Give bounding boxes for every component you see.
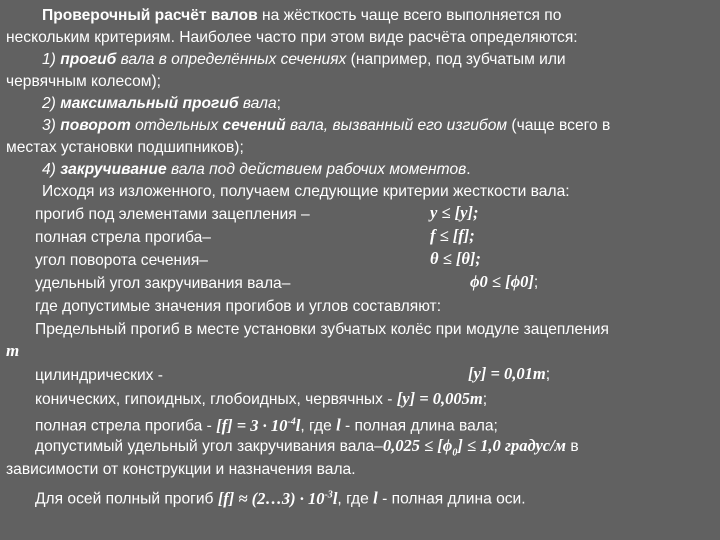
axes-deflection-row: Для осей полный прогиб [f] ≈ (2…3) · $10^{-3}l$, где l - полная длина оси. (35, 488, 526, 508)
term-rotation: поворот (60, 117, 131, 134)
cylindrical-row: цилиндрических - (35, 367, 163, 384)
intro-paragraph-line-2: нескольким критериям. Наиболее часто при этом виде расчёта определяются: (6, 29, 578, 46)
formula-axes-deflection: [f] ≈ (2…3) · $10^{-3}l$ (217, 488, 338, 508)
allowable-values-intro: где допустимые значения прогибов и углов составляют: (35, 298, 442, 315)
formula-full-deflection-value: $[f] = 3 \cdot 10^{-4}l$ (216, 415, 301, 435)
criterion-3-line-1: 3) поворот отдельных сечений вала, вызванный его изгибом (чаще всего в (42, 117, 611, 134)
formula-twist-range: $0,025 \le [\phi_0] \le 1,0$ градус/м (382, 436, 566, 459)
criterion-4: 4) закручивание вала под действием рабочих моментов. (42, 161, 471, 178)
criterion-row-full-deflection: полная стрела прогиба– (35, 229, 211, 246)
formula-twist: ϕ0 ≤ [ϕ0]; (470, 272, 539, 291)
term-deflection: прогиб (60, 51, 117, 68)
criterion-3-line-2: местах установки подшипников); (6, 139, 244, 156)
term-sections: сечений (222, 117, 286, 134)
full-deflection-row: полная стрела прогиба - $[f] = 3 \cdot 10^{-4}l$, где l - полная длина вала; (35, 415, 498, 435)
formula-rotation: θ ≤ [θ]; (430, 249, 481, 268)
criterion-row-deflection: прогиб под элементами зацепления – (35, 206, 310, 223)
term-twisting: закручивание (60, 161, 167, 178)
twist-angle-row-line-2: зависимости от конструкции и назначения вала. (6, 461, 356, 478)
criterion-1-line-1: 1) прогиб вала в определённых сечениях (например, под зубчатым или (42, 51, 566, 68)
criterion-2: 2) максимальный прогиб вала; (42, 95, 281, 112)
formula-full-deflection: f ≤ [f]; (430, 226, 475, 245)
criterion-1-line-2: червячным колесом); (6, 73, 162, 90)
intro-paragraph-line-1: Проверочный расчёт валов на жёсткость чаще всего выполняется по (42, 7, 562, 24)
formula-cylindrical: [y] = 0,01m; (468, 364, 551, 383)
gear-limit-deflection: Предельный прогиб в месте установки зубчатых колёс при модуле зацепления (35, 321, 609, 338)
module-symbol: m (6, 341, 20, 360)
term-max-deflection: максимальный прогиб (60, 95, 239, 112)
criterion-row-rotation: угол поворота сечения– (35, 252, 208, 269)
formula-deflection: y ≤ [y]; (430, 203, 479, 222)
conical-row: конических, гипоидных, глобоидных, червячных - [y] = 0,005m; (35, 389, 488, 408)
criteria-intro: Исходя из изложенного, получаем следующие критерии жесткости вала: (42, 183, 570, 200)
formula-conical: [y] = 0,005m (396, 389, 483, 408)
term-shaft-check: Проверочный расчёт валов (42, 7, 258, 24)
twist-angle-row: допустимый удельный угол закручивания вала–0,025 ≤ $[\phi_0] \le 1,0$ градус/м в (35, 436, 579, 459)
criterion-row-twist: удельный угол закручивания вала– (35, 275, 291, 292)
